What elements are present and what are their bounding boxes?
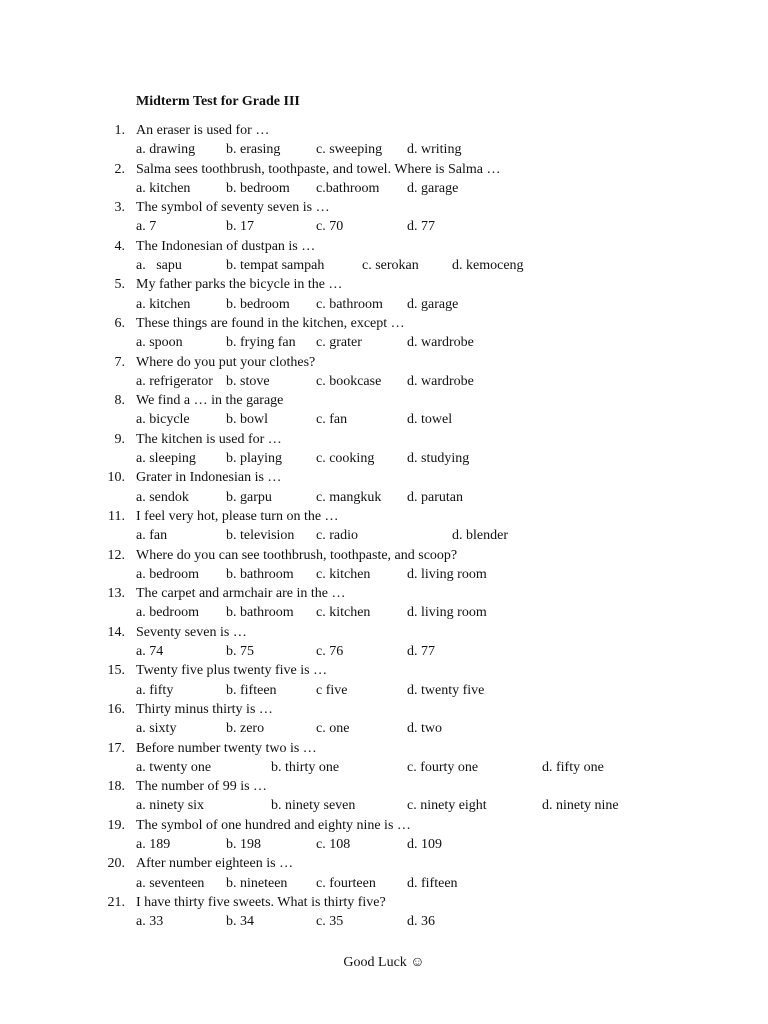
question-item — [0, 739, 768, 778]
question-text: Thirty minus thirty is … — [136, 701, 273, 717]
question-number: 14. — [107, 624, 125, 640]
answer-option: b. playing — [226, 451, 282, 467]
answer-option: a. ninety six — [136, 798, 205, 814]
answer-option: b. stove — [226, 373, 270, 389]
question-text: The Indonesian of dustpan is … — [136, 238, 316, 254]
answer-option: b. thirty one — [271, 759, 340, 775]
answer-option: c. kitchen — [316, 566, 371, 582]
answer-option: a. twenty one — [136, 759, 212, 775]
answer-option: a. refrigerator — [136, 373, 213, 389]
options-row — [0, 565, 768, 584]
question-number: 11. — [108, 508, 125, 524]
options-row — [0, 140, 768, 159]
answer-option: a. sapu — [136, 258, 182, 274]
answer-option: d. blender — [452, 528, 508, 544]
answer-option: a. kitchen — [136, 180, 191, 196]
options-row — [0, 642, 768, 661]
options-row — [0, 719, 768, 738]
question-number: 8. — [114, 393, 125, 409]
question-number: 7. — [114, 354, 125, 370]
question-text: The number of 99 is … — [136, 779, 268, 795]
answer-option: d. living room — [407, 566, 487, 582]
question-item — [0, 237, 768, 276]
answer-option: a. bicycle — [136, 412, 190, 428]
question-line — [0, 353, 768, 372]
answer-option: a. sleeping — [136, 451, 196, 467]
answer-option: d. fifty one — [542, 759, 604, 775]
question-text: Where do you put your clothes? — [136, 354, 316, 370]
question-item — [0, 121, 768, 160]
question-item — [0, 893, 768, 932]
options-row — [0, 835, 768, 854]
question-number: 18. — [107, 779, 125, 795]
answer-option: a. 33 — [136, 914, 164, 930]
answer-option: a. 7 — [136, 219, 157, 235]
answer-option: b. television — [226, 528, 295, 544]
question-line — [0, 661, 768, 680]
answer-option: b. tempat sampah — [226, 258, 325, 274]
question-number: 5. — [114, 277, 125, 293]
question-line — [0, 468, 768, 487]
question-text: These things are found in the kitchen, except … — [136, 315, 405, 331]
answer-option: c. kitchen — [316, 605, 371, 621]
question-number: 1. — [114, 123, 125, 138]
answer-option: c. 76 — [316, 644, 344, 660]
options-row — [0, 912, 768, 931]
answer-option: c. fourty one — [407, 759, 479, 775]
question-item — [0, 353, 768, 392]
question-list — [0, 121, 768, 931]
question-number: 16. — [107, 701, 125, 717]
answer-option: d. 77 — [407, 644, 435, 660]
answer-option: c. one — [316, 721, 350, 737]
question-number: 4. — [114, 238, 125, 254]
question-line — [0, 777, 768, 796]
question-text: An eraser is used for … — [136, 123, 270, 138]
question-text: Where do you can see toothbrush, toothpaste, and scoop? — [136, 547, 458, 563]
answer-option: c five — [316, 682, 348, 698]
question-item — [0, 623, 768, 662]
answer-option: d. wardrobe — [407, 373, 474, 389]
question-line — [0, 623, 768, 642]
question-text: Grater in Indonesian is … — [136, 470, 282, 486]
question-number: 12. — [107, 547, 125, 563]
answer-option: a. fan — [136, 528, 168, 544]
answer-option: b. bowl — [226, 412, 268, 428]
answer-option: b. bathroom — [226, 605, 294, 621]
question-line — [0, 893, 768, 912]
answer-option: b. 17 — [226, 219, 254, 235]
question-line — [0, 121, 768, 140]
question-line — [0, 584, 768, 603]
answer-option: a. 74 — [136, 644, 164, 660]
options-row — [0, 796, 768, 815]
options-row — [0, 681, 768, 700]
answer-option: d. twenty five — [407, 682, 485, 698]
question-line — [0, 700, 768, 719]
answer-option: b. 75 — [226, 644, 254, 660]
question-line — [0, 546, 768, 565]
options-row — [0, 179, 768, 198]
answer-option: c. serokan — [362, 258, 419, 274]
answer-option: b. garpu — [226, 489, 272, 505]
answer-option: c. bookcase — [316, 373, 382, 389]
page-title: Midterm Test for Grade III — [136, 94, 300, 109]
question-item — [0, 661, 768, 700]
answer-option: c. fan — [316, 412, 348, 428]
question-text: The symbol of seventy seven is … — [136, 200, 330, 216]
answer-option: b. fifteen — [226, 682, 277, 698]
answer-option: d. kemoceng — [452, 258, 524, 274]
answer-option: b. 198 — [226, 836, 261, 852]
options-row — [0, 449, 768, 468]
answer-option: a. 189 — [136, 836, 171, 852]
question-line — [0, 237, 768, 256]
answer-option: d. garage — [407, 296, 459, 312]
answer-option: c. sweeping — [316, 142, 383, 158]
answer-option: d. garage — [407, 180, 459, 196]
answer-option: a. fifty — [136, 682, 174, 698]
question-text: We find a … in the garage — [136, 393, 284, 409]
answer-option: b. zero — [226, 721, 265, 737]
question-number: 10. — [107, 470, 125, 486]
question-line — [0, 854, 768, 873]
options-row — [0, 758, 768, 777]
question-text: The kitchen is used for … — [136, 431, 282, 447]
options-row — [0, 874, 768, 893]
question-text: After number eighteen is … — [136, 856, 294, 872]
answer-option: a. sixty — [136, 721, 177, 737]
answer-option: c. radio — [316, 528, 358, 544]
question-number: 2. — [114, 161, 125, 177]
answer-option: b. bathroom — [226, 566, 294, 582]
answer-option: d. two — [407, 721, 442, 737]
question-number: 6. — [114, 315, 125, 331]
answer-option: d. writing — [407, 142, 462, 158]
question-item — [0, 391, 768, 430]
options-row — [0, 333, 768, 352]
answer-option: d. 109 — [407, 836, 442, 852]
options-row — [0, 526, 768, 545]
answer-option: c.bathroom — [316, 180, 380, 196]
answer-option: a. seventeen — [136, 875, 205, 891]
answer-option: d. 77 — [407, 219, 435, 235]
answer-option: d. towel — [407, 412, 453, 428]
question-line — [0, 275, 768, 294]
answer-option: a. bedroom — [136, 566, 199, 582]
answer-option: d. wardrobe — [407, 335, 474, 351]
question-line — [0, 430, 768, 449]
answer-option: b. bedroom — [226, 296, 290, 312]
question-number: 3. — [114, 200, 125, 216]
question-item — [0, 546, 768, 585]
question-item — [0, 584, 768, 623]
options-row — [0, 603, 768, 622]
question-line — [0, 160, 768, 179]
question-number: 15. — [107, 663, 125, 679]
answer-option: d. 36 — [407, 914, 435, 930]
question-line — [0, 391, 768, 410]
answer-option: d. parutan — [407, 489, 463, 505]
question-item — [0, 854, 768, 893]
options-row — [0, 488, 768, 507]
question-text: Seventy seven is … — [136, 624, 247, 640]
answer-option: c. bathroom — [316, 296, 383, 312]
answer-option: a. spoon — [136, 335, 183, 351]
question-item — [0, 468, 768, 507]
answer-option: a. drawing — [136, 142, 196, 158]
question-item — [0, 314, 768, 353]
question-number: 21. — [107, 894, 125, 910]
answer-option: d. living room — [407, 605, 487, 621]
answer-option: b. bedroom — [226, 180, 290, 196]
options-row — [0, 410, 768, 429]
question-item — [0, 816, 768, 855]
question-item — [0, 275, 768, 314]
answer-option: d. ninety nine — [542, 798, 619, 814]
answer-option: b. erasing — [226, 142, 281, 158]
options-row — [0, 295, 768, 314]
question-item — [0, 700, 768, 739]
question-item — [0, 198, 768, 237]
answer-option: a. sendok — [136, 489, 189, 505]
question-text: My father parks the bicycle in the … — [136, 277, 343, 293]
question-text: The symbol of one hundred and eighty nine is … — [136, 817, 411, 833]
answer-option: b. 34 — [226, 914, 254, 930]
answer-option: b. nineteen — [226, 875, 288, 891]
question-number: 20. — [107, 856, 125, 872]
footer-text: Good Luck ☺ — [343, 955, 425, 970]
options-row — [0, 217, 768, 236]
question-text: Before number twenty two is … — [136, 740, 317, 756]
answer-option: b. frying fan — [226, 335, 296, 351]
question-item — [0, 430, 768, 469]
question-line — [0, 507, 768, 526]
answer-option: c. grater — [316, 335, 362, 351]
question-text: Salma sees toothbrush, toothpaste, and towel. Where is Salma … — [136, 161, 501, 177]
question-line — [0, 314, 768, 333]
answer-option: c. ninety eight — [407, 798, 487, 814]
answer-option: d. fifteen — [407, 875, 458, 891]
answer-option: c. cooking — [316, 451, 375, 467]
question-line — [0, 198, 768, 217]
answer-option: d. studying — [407, 451, 470, 467]
question-item — [0, 777, 768, 816]
question-number: 19. — [107, 817, 125, 833]
question-text: I feel very hot, please turn on the … — [136, 508, 339, 524]
answer-option: c. 70 — [316, 219, 344, 235]
answer-option: c. mangkuk — [316, 489, 382, 505]
question-line — [0, 816, 768, 835]
answer-option: a. bedroom — [136, 605, 199, 621]
question-text: I have thirty five sweets. What is thirty five? — [136, 894, 386, 910]
answer-option: c. 35 — [316, 914, 344, 930]
answer-option: a. kitchen — [136, 296, 191, 312]
answer-option: b. ninety seven — [271, 798, 356, 814]
options-row — [0, 372, 768, 391]
answer-option: c. fourteen — [316, 875, 376, 891]
options-row — [0, 256, 768, 275]
question-number: 17. — [107, 740, 125, 756]
question-text: Twenty five plus twenty five is … — [136, 663, 328, 679]
question-line — [0, 739, 768, 758]
answer-option: c. 108 — [316, 836, 351, 852]
question-number: 9. — [114, 431, 125, 447]
question-text: The carpet and armchair are in the … — [136, 586, 346, 602]
question-item — [0, 160, 768, 199]
question-number: 13. — [107, 586, 125, 602]
question-item — [0, 507, 768, 546]
